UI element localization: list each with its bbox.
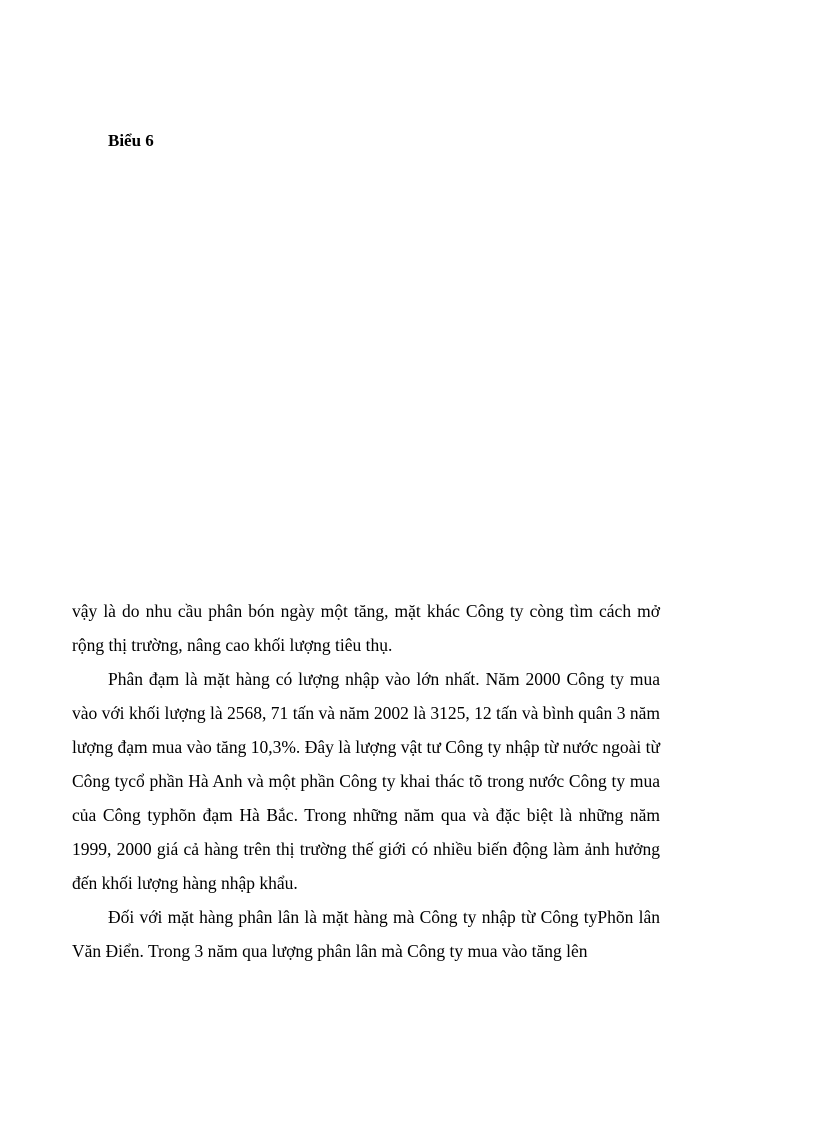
paragraph-nitrogen-fertilizer: Phân đạm là mặt hàng có lượng nhập vào lớn nhất. Năm 2000 Công ty mua vào với khối lượng là 2568, 71 tấn và năm 2002 là 3125, 12 tấn và bình quân 3 năm lượng đạm mua vào tăng 10,3%. Đây là lượng vật tư Công ty nhập từ nước ngoài từ Công tycổ phần Hà Anh và một phần Công ty khai thác tõ trong nước Công ty mua của Công typhõn đạm Hà Bắc. Trong những năm qua và đặc biệt là những năm 1999, 2000 giá cả hàng trên thị trường thế giới có nhiều biến động làm ảnh hưởng đến khối lượng hàng nhập khẩu. bbox=[72, 669, 660, 893]
section-heading: Biểu 6 bbox=[108, 131, 154, 150]
paragraph-phosphate-fertilizer: Đối với mặt hàng phân lân là mặt hàng mà Công ty nhập từ Công tyPhõn lân Văn Điển. Trong 3 năm qua lượng phân lân mà Công ty mua vào tăng lên bbox=[72, 907, 660, 961]
body-text bbox=[72, 594, 660, 968]
paragraph-continuation: vậy là do nhu cầu phân bón ngày một tăng, mặt khác Công ty còng tìm cách mở rộng thị trường, nâng cao khối lượng tiêu thụ. bbox=[72, 601, 660, 655]
